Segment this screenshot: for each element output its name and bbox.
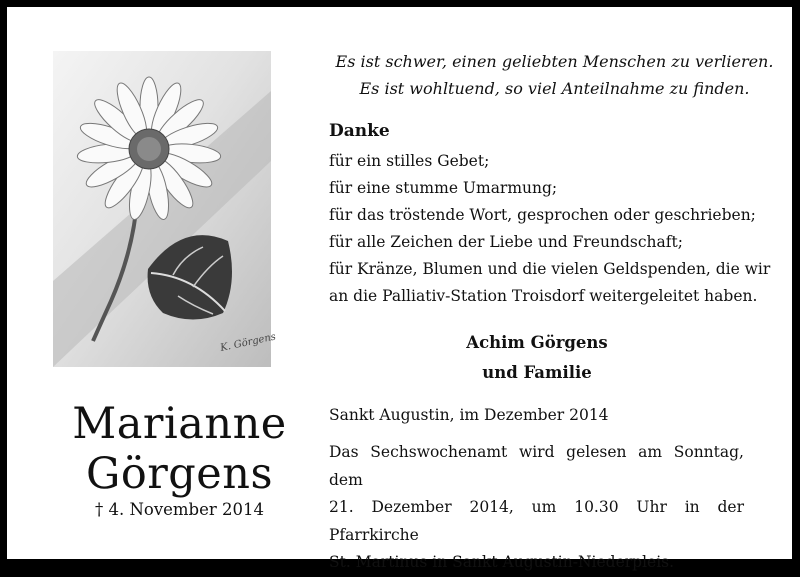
signature-family: und Familie [482,363,592,382]
mass-notice-line: St. Martinus in Sankt Augustin-Niederpleis. [329,553,675,571]
quote-line: Es ist wohltuend, so viel Anteilnahme zu finden. [359,79,750,98]
thanks-line: für eine stumme Umarmung; [329,179,558,197]
quote [327,48,782,102]
thanks-line: für alle Zeichen der Liebe und Freundschaft; [329,233,683,251]
thanks-line: an die Palliativ-Station Troisdorf weitergeleitet haben. [329,287,758,305]
artist-signature: K. Görgens [219,331,277,354]
thanks-list [329,148,770,310]
death-date: † 4. November 2014 [94,500,265,519]
thanks-line: für ein stilles Gebet; [329,152,490,170]
mass-notice-line: 21. Dezember 2014, um 10.30 Uhr in der Pfarrkirche [329,498,744,544]
thanks-line: für das tröstende Wort, gesprochen oder geschrieben; [329,206,756,224]
deceased-first-name: Marianne [72,399,287,449]
signature [397,328,677,388]
deceased-last-name: Görgens [85,449,274,499]
mass-notice [329,439,744,577]
quote-line: Es ist schwer, einen geliebten Menschen zu verlieren. [335,52,774,71]
sunflower-drawing [53,51,277,367]
mass-notice-line: Das Sechswochenamt wird gelesen am Sonntag, dem [329,443,744,489]
sunflower-icon [53,51,277,367]
signature-name: Achim Görgens [466,333,608,352]
thanks-heading: Danke [329,121,390,141]
obituary-card [7,7,792,571]
thanks-line: für Kränze, Blumen und die vielen Geldspenden, die wir [329,260,771,278]
place-date: Sankt Augustin, im Dezember 2014 [329,406,609,424]
